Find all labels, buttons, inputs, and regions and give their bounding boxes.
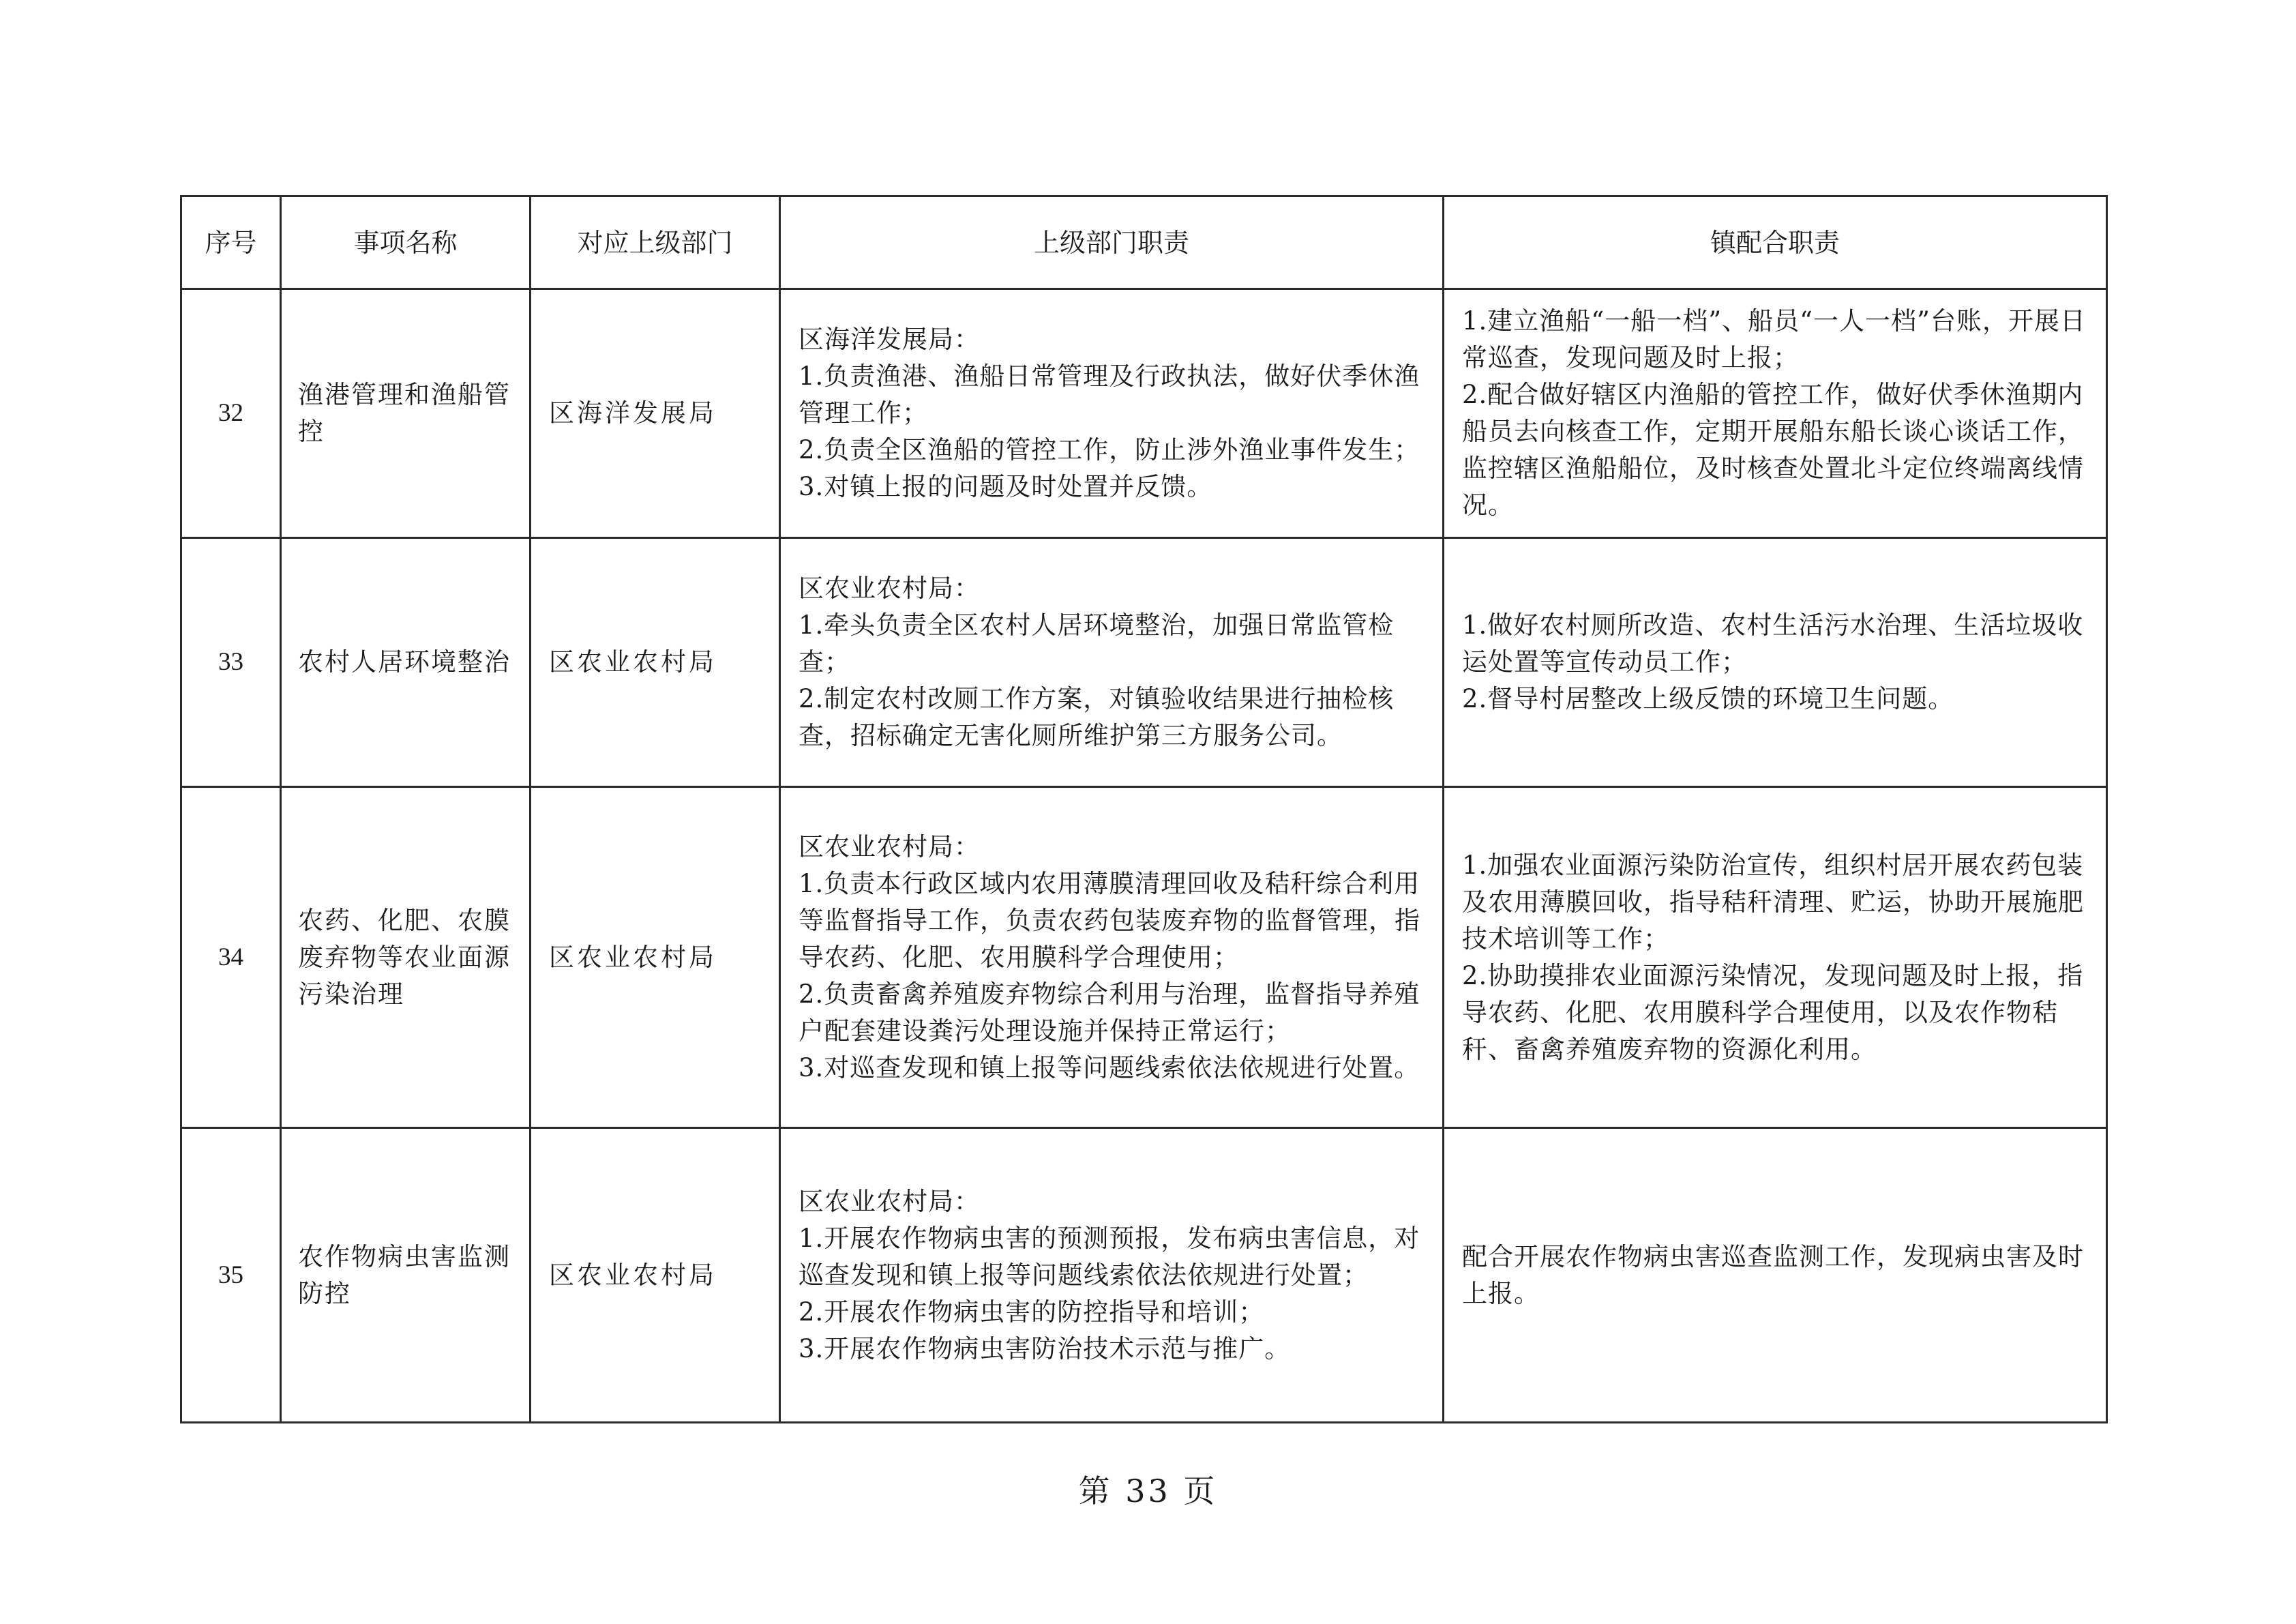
- dept-duty: [780, 289, 1444, 538]
- header-dept: 对应上级部门: [531, 196, 780, 289]
- item-name: 农药、化肥、农膜废弃物等农业面源污染治理: [281, 787, 531, 1128]
- town-duty: [1444, 787, 2107, 1128]
- duty-line: 1.加强农业面源污染防治宣传，组织村居开展农药包装及农用薄膜回收，指导秸秆清理、贮运，协助开展施肥技术培训等工作；: [1462, 850, 2084, 954]
- duty-line: 区海洋发展局：: [799, 325, 980, 354]
- row-number: 35: [181, 1128, 281, 1423]
- item-name: 渔港管理和渔船管控: [281, 289, 531, 538]
- town-duty: [1444, 1128, 2107, 1423]
- superior-dept: 区农业农村局: [531, 787, 780, 1128]
- table-row: [181, 289, 2107, 538]
- superior-dept: 区农业农村局: [531, 1128, 780, 1423]
- duty-line: 2.负责全区渔船的管控工作，防止涉外渔业事件发生；: [799, 435, 1420, 464]
- row-number: 32: [181, 289, 281, 538]
- table-row: [181, 538, 2107, 787]
- duty-line: 3.对镇上报的问题及时处置并反馈。: [799, 472, 1213, 501]
- item-name: 农作物病虫害监测防控: [281, 1128, 531, 1423]
- duty-line: 区农业农村局：: [799, 1186, 980, 1216]
- duty-line: 区农业农村局：: [799, 574, 980, 603]
- duty-line: 2.制定农村改厕工作方案，对镇验收结果进行抽检核查，招标确定无害化厕所维护第三方服务公司。: [799, 684, 1395, 750]
- row-number: 33: [181, 538, 281, 787]
- dept-duty: [780, 1128, 1444, 1423]
- dept-duty: [780, 787, 1444, 1128]
- duty-line: 1.建立渔船“一船一档”、船员“一人一档”台账，开展日常巡查，发现问题及时上报；: [1462, 306, 2086, 372]
- duty-table: [180, 195, 2108, 1423]
- duty-line: 2.配合做好辖区内渔船的管控工作，做好伏季休渔期内船员去向核查工作，定期开展船东船长谈心谈话工作，监控辖区渔船船位，及时核查处置北斗定位终端离线情况。: [1462, 380, 2084, 520]
- duty-line: 2.开展农作物病虫害的防控指导和培训；: [799, 1297, 1265, 1327]
- row-number: 34: [181, 787, 281, 1128]
- header-town-duty: 镇配合职责: [1444, 196, 2107, 289]
- dept-duty: [780, 538, 1444, 787]
- item-name: 农村人居环境整治: [281, 538, 531, 787]
- town-duty: [1444, 289, 2107, 538]
- duty-line: 2.协助摸排农业面源污染情况，发现问题及时上报，指导农药、化肥、农用膜科学合理使用，以及农作物秸秆、畜禽养殖废弃物的资源化利用。: [1462, 960, 2084, 1064]
- superior-dept: 区海洋发展局: [531, 289, 780, 538]
- header-no: 序号: [181, 196, 281, 289]
- duty-line: 3.对巡查发现和镇上报等问题线索依法依规进行处置。: [799, 1052, 1420, 1082]
- duty-line: 区农业农村局：: [799, 831, 980, 861]
- duty-line: 1.开展农作物病虫害的预测预报，发布病虫害信息，对巡查发现和镇上报等问题线索依法依规进行处置；: [799, 1223, 1420, 1290]
- table-header-row: [181, 196, 2107, 289]
- duty-line: 配合开展农作物病虫害巡查监测工作，发现病虫害及时上报。: [1462, 1241, 2084, 1308]
- duty-line: 2.负责畜禽养殖废弃物综合利用与治理，监督指导养殖户配套建设粪污处理设施并保持正常运行；: [799, 979, 1420, 1046]
- superior-dept: 区农业农村局: [531, 538, 780, 787]
- page-number: 第 33 页: [1078, 1473, 1218, 1509]
- town-duty: [1444, 538, 2107, 787]
- header-name: 事项名称: [281, 196, 531, 289]
- duty-line: 1.负责渔港、渔船日常管理及行政执法，做好伏季休渔管理工作；: [799, 361, 1420, 428]
- duty-line: 1.负责本行政区域内农用薄膜清理回收及秸秆综合利用等监督指导工作，负责农药包装废弃物的监督管理，指导农药、化肥、农用膜科学合理使用；: [799, 868, 1420, 972]
- header-dept-duty: 上级部门职责: [780, 196, 1444, 289]
- table-row: [181, 787, 2107, 1128]
- duty-line: 2.督导村居整改上级反馈的环境卫生问题。: [1462, 684, 1954, 713]
- duty-line: 1.做好农村厕所改造、农村生活污水治理、生活垃圾收运处置等宣传动员工作；: [1462, 610, 2084, 677]
- duty-line: 3.开展农作物病虫害防治技术示范与推广。: [799, 1333, 1291, 1363]
- table-row: [181, 1128, 2107, 1423]
- duty-line: 1.牵头负责全区农村人居环境整治，加强日常监管检查；: [799, 610, 1395, 677]
